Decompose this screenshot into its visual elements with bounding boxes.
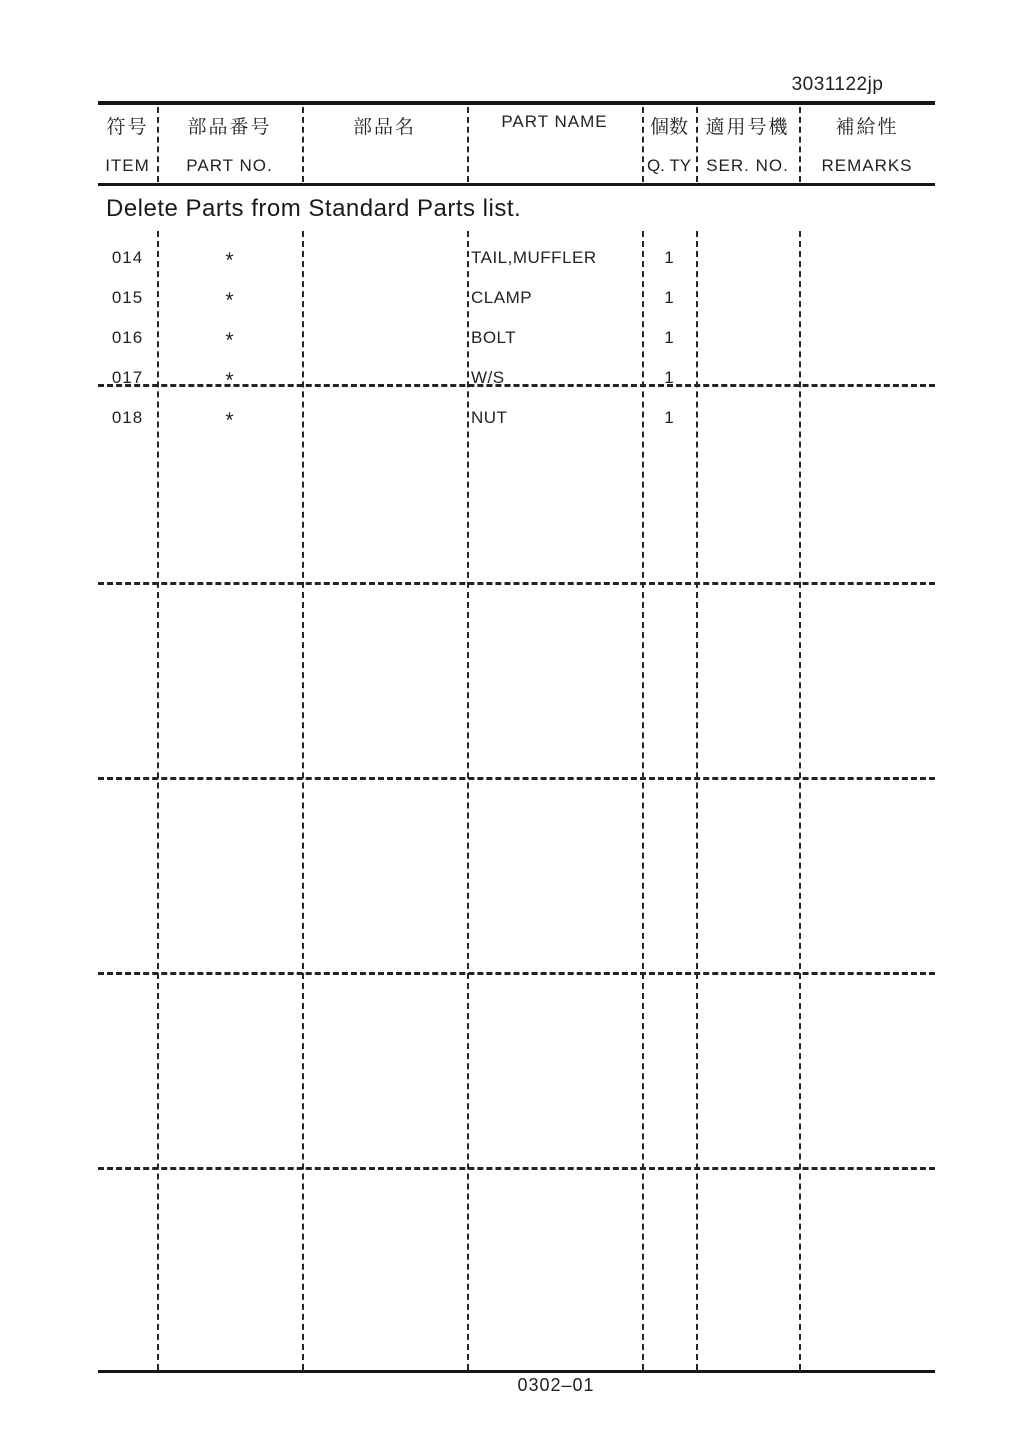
column-divider-item-partno xyxy=(157,231,159,1370)
header-bottom-rule xyxy=(98,183,935,186)
qty-cell: 1 xyxy=(664,248,674,267)
column-divider-pname-qty xyxy=(642,231,644,1370)
part-no-cell: * xyxy=(225,369,234,392)
table-top-rule xyxy=(98,101,935,105)
header-serno-jp: 適用号機 xyxy=(705,117,790,138)
part-no-cell: * xyxy=(225,249,234,272)
header-serno-en: SER. NO. xyxy=(706,156,789,175)
table-row xyxy=(0,366,1024,390)
table-row xyxy=(0,326,1024,350)
part-no-cell: * xyxy=(225,289,234,312)
qty-cell: 1 xyxy=(664,288,674,307)
header-partname-jp: 部品名 xyxy=(352,117,416,138)
part-no-cell: * xyxy=(225,409,234,432)
column-divider-partno-pnamejp xyxy=(302,231,304,1370)
header-remarks-en: REMARKS xyxy=(821,156,913,175)
qty-cell: 1 xyxy=(664,328,674,347)
column-divider-serno-remarks xyxy=(799,231,801,1370)
item-cell: 015 xyxy=(111,288,144,307)
column-divider-qty-serno xyxy=(696,231,698,1370)
header-item-en: ITEM xyxy=(105,156,150,175)
header-partno-jp: 部品番号 xyxy=(187,117,272,138)
doc-number: 3031122jp xyxy=(791,74,884,95)
part-name-cell: NUT xyxy=(471,408,508,427)
table-bottom-rule xyxy=(98,1370,935,1373)
part-name-cell: TAIL,MUFFLER xyxy=(471,248,597,267)
row-block-divider xyxy=(98,582,935,585)
footer-page-code: 0302–01 xyxy=(517,1375,595,1395)
header-qty-en: Q. TY xyxy=(646,156,692,175)
column-divider-pnamejp-pname xyxy=(467,231,469,1370)
item-cell: 018 xyxy=(111,408,144,427)
part-name-cell: W/S xyxy=(471,368,505,387)
header-partno-en: PART NO. xyxy=(186,156,273,175)
part-name-cell: CLAMP xyxy=(471,288,533,307)
header-qty-jp: 個数 xyxy=(649,117,688,138)
item-cell: 014 xyxy=(111,248,144,267)
row-block-divider xyxy=(98,777,935,780)
qty-cell: 1 xyxy=(664,408,674,427)
part-name-cell: BOLT xyxy=(471,328,517,347)
header-remarks-jp: 補給性 xyxy=(835,117,899,138)
section-title: Delete Parts from Standard Parts list. xyxy=(106,195,522,222)
item-cell: 016 xyxy=(111,328,144,347)
qty-cell: 1 xyxy=(664,368,674,387)
row-block-divider xyxy=(98,972,935,975)
item-cell: 017 xyxy=(111,368,144,387)
part-no-cell: * xyxy=(225,329,234,352)
header-item-jp: 符号 xyxy=(106,117,149,138)
table-row xyxy=(0,246,1024,270)
table-row xyxy=(0,406,1024,430)
row-block-divider xyxy=(98,1167,935,1170)
header-partname-en: PART NAME xyxy=(501,112,608,131)
table-row xyxy=(0,286,1024,310)
